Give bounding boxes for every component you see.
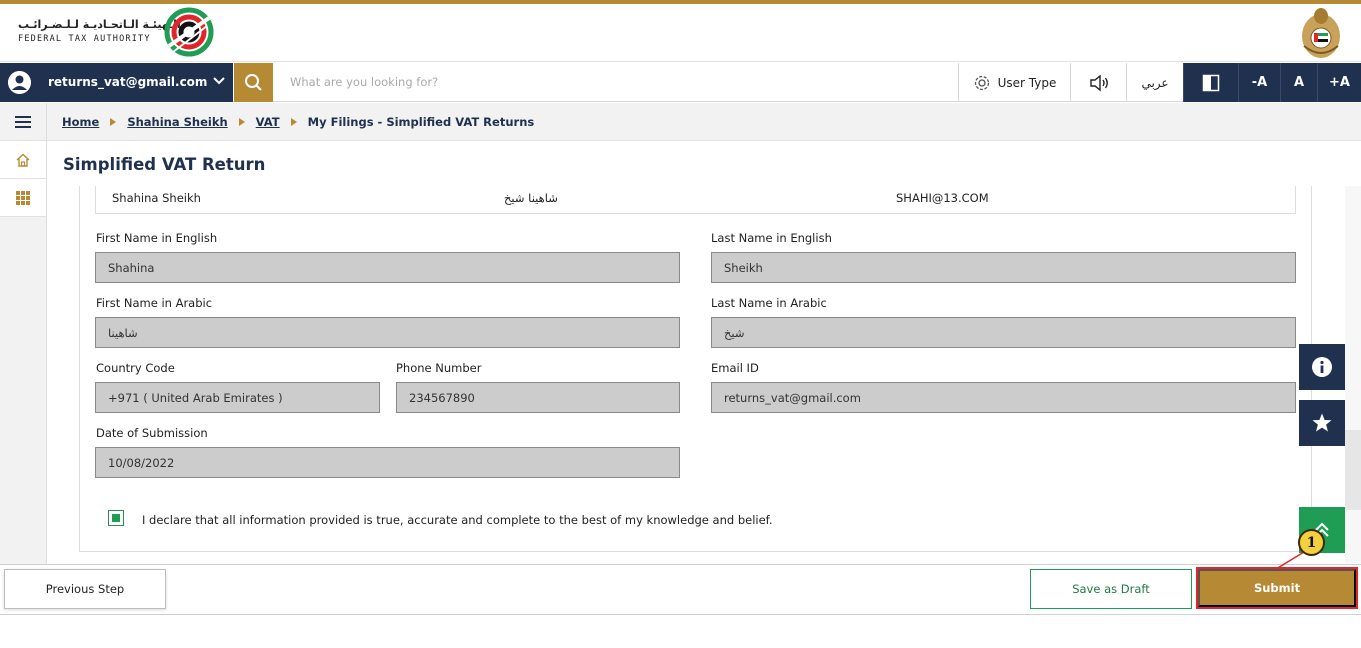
info-button[interactable] <box>1299 344 1345 390</box>
breadcrumb-separator-icon <box>291 118 297 126</box>
save-as-draft-button[interactable]: Save as Draft <box>1030 569 1192 609</box>
last-name-ar-label: Last Name in Arabic <box>711 296 827 310</box>
callout-number-badge: 1 <box>1298 529 1325 556</box>
authorized-signatory-card <box>79 186 1312 552</box>
page-title: Simplified VAT Return <box>63 155 266 174</box>
info-icon <box>1311 356 1333 378</box>
breadcrumb-current: My Filings - Simplified VAT Returns <box>307 114 535 129</box>
fta-logo-icon[interactable] <box>163 6 215 58</box>
email-id-label: Email ID <box>711 361 759 375</box>
speaker-icon <box>1088 74 1110 92</box>
contrast-button[interactable] <box>1183 63 1238 102</box>
first-name-ar-label: First Name in Arabic <box>96 296 213 310</box>
breadcrumb-home-link[interactable]: Home <box>62 114 100 129</box>
date-of-submission-field[interactable] <box>95 447 680 478</box>
hamburger-menu-icon <box>14 115 32 129</box>
last-name-en-field[interactable] <box>711 252 1296 283</box>
user-type-label: User Type <box>997 75 1057 90</box>
favorite-button[interactable] <box>1299 400 1345 446</box>
left-rail <box>0 103 47 565</box>
logo-arabic-text: الـهيئـة الـاتحـاديـة لـلـضـرائـب <box>18 18 181 31</box>
home-icon <box>15 152 31 168</box>
date-of-submission-label: Date of Submission <box>96 426 208 440</box>
search-input[interactable] <box>280 68 940 96</box>
phone-number-field[interactable] <box>396 382 680 413</box>
logo-english-text: FEDERAL TAX AUTHORITY <box>18 34 151 44</box>
user-avatar-icon <box>8 71 31 94</box>
fta-logo-text[interactable] <box>18 18 181 44</box>
declaration-checkbox[interactable] <box>108 510 124 526</box>
font-decrease-button[interactable]: -A <box>1238 63 1280 102</box>
contact-email: SHAHI@13.COM <box>896 191 989 205</box>
contact-summary-row <box>95 186 1296 214</box>
previous-step-button[interactable]: Previous Step <box>4 569 166 609</box>
apps-grid-icon <box>15 190 31 206</box>
country-code-label: Country Code <box>96 361 175 375</box>
breadcrumb-separator-icon <box>110 118 116 126</box>
chevron-down-icon[interactable] <box>212 74 226 88</box>
top-toolbar <box>0 63 1361 102</box>
contrast-icon <box>1202 74 1220 92</box>
star-icon <box>1311 412 1333 434</box>
first-name-ar-field[interactable] <box>95 317 680 348</box>
breadcrumb-vat-link[interactable]: VAT <box>255 114 280 129</box>
uae-emblem-icon <box>1298 6 1344 60</box>
user-type-button[interactable] <box>958 63 1070 102</box>
scrollbar-thumb[interactable] <box>1345 430 1361 510</box>
font-normal-button[interactable]: A <box>1280 63 1317 102</box>
email-id-field[interactable] <box>711 382 1296 413</box>
user-menu[interactable] <box>0 63 233 102</box>
breadcrumb-user-link[interactable]: Shahina Sheikh <box>127 114 228 129</box>
contact-name-ar: شاهينا شيخ <box>504 191 558 205</box>
country-code-field[interactable] <box>95 382 380 413</box>
user-email-label: returns_vat@gmail.com <box>48 75 208 89</box>
first-name-en-field[interactable] <box>95 252 680 283</box>
audio-button[interactable] <box>1070 63 1126 102</box>
last-name-en-label: Last Name in English <box>711 231 832 245</box>
apps-button[interactable] <box>0 179 46 217</box>
first-name-en-label: First Name in English <box>96 231 218 245</box>
breadcrumb <box>47 103 1361 141</box>
language-arabic-button[interactable]: عربي <box>1126 63 1183 102</box>
submit-button[interactable]: Submit <box>1198 569 1356 607</box>
home-button[interactable] <box>0 141 46 179</box>
search-button[interactable] <box>234 63 273 102</box>
last-name-ar-field[interactable] <box>711 317 1296 348</box>
search-icon <box>234 63 273 102</box>
contact-name-en: Shahina Sheikh <box>112 191 201 205</box>
site-header <box>0 4 1361 62</box>
gear-icon <box>973 74 991 92</box>
declaration-text: I declare that all information provided is true, accurate and complete to the best of my knowledge and belief. <box>142 513 773 527</box>
menu-button[interactable] <box>0 103 46 141</box>
phone-number-label: Phone Number <box>396 361 482 375</box>
breadcrumb-separator-icon <box>239 118 245 126</box>
font-increase-button[interactable]: +A <box>1317 63 1361 102</box>
